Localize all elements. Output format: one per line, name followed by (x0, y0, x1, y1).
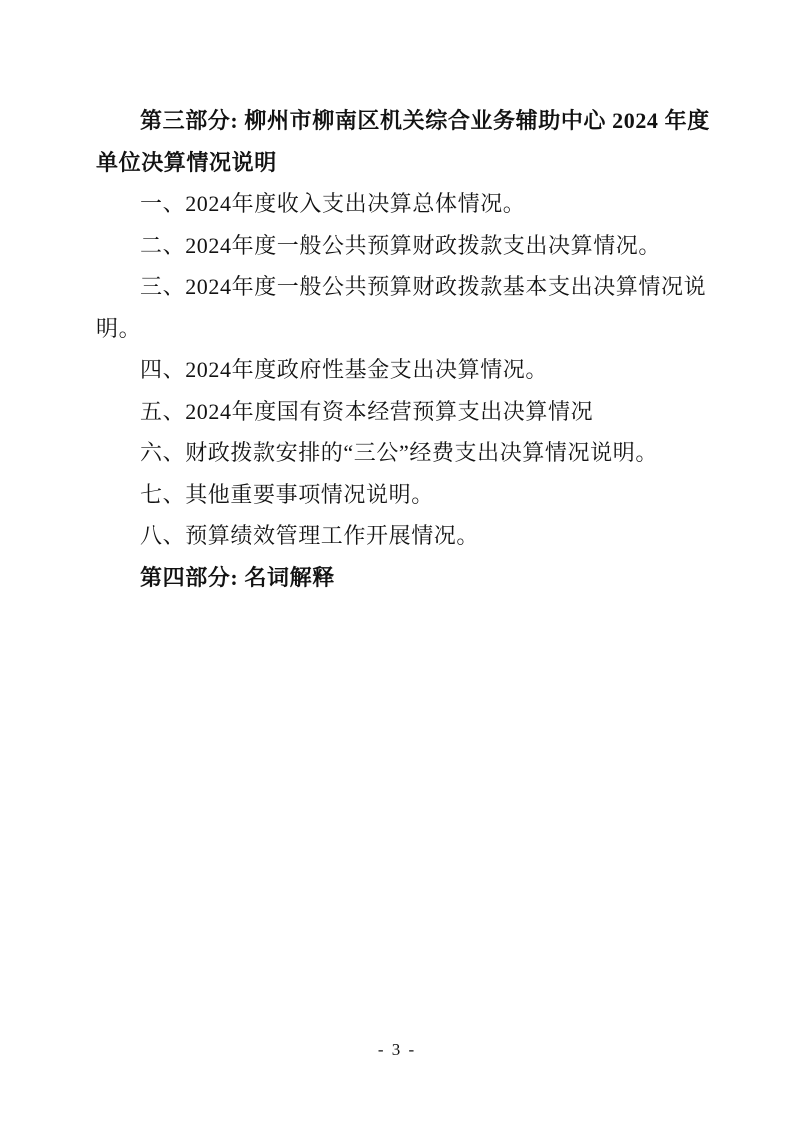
toc-item-7: 七、其他重要事项情况说明。 (140, 481, 434, 507)
document-body (96, 100, 710, 598)
toc-item-8: 八、预算绩效管理工作开展情况。 (140, 523, 480, 548)
toc-item-2: 二、2024年度一般公共预算财政拨款支出决算情况。 (140, 232, 662, 258)
toc-item-1: 一、2024年度收入支出决算总体情况。 (140, 191, 526, 216)
toc-item-4: 四、2024年度政府性基金支出决算情况。 (140, 357, 549, 382)
heading-part4: 第四部分: 名词解释 (140, 564, 335, 590)
heading-part3-line2: 单位决算情况说明 (96, 149, 277, 175)
toc-item-5: 五、2024年度国有资本经营预算支出决算情况 (140, 398, 594, 424)
toc-item-3-continuation: 明。 (96, 315, 142, 341)
page-number: - 3 - (377, 1040, 417, 1059)
toc-item-3: 三、2024年度一般公共预算财政拨款基本支出决算情况说 (140, 274, 707, 299)
toc-item-6: 六、财政拨款安排的“三公”经费支出决算情况说明。 (140, 440, 658, 465)
heading-part3-line1: 第三部分: 柳州市柳南区机关综合业务辅助中心 2024 年度 (140, 108, 710, 133)
